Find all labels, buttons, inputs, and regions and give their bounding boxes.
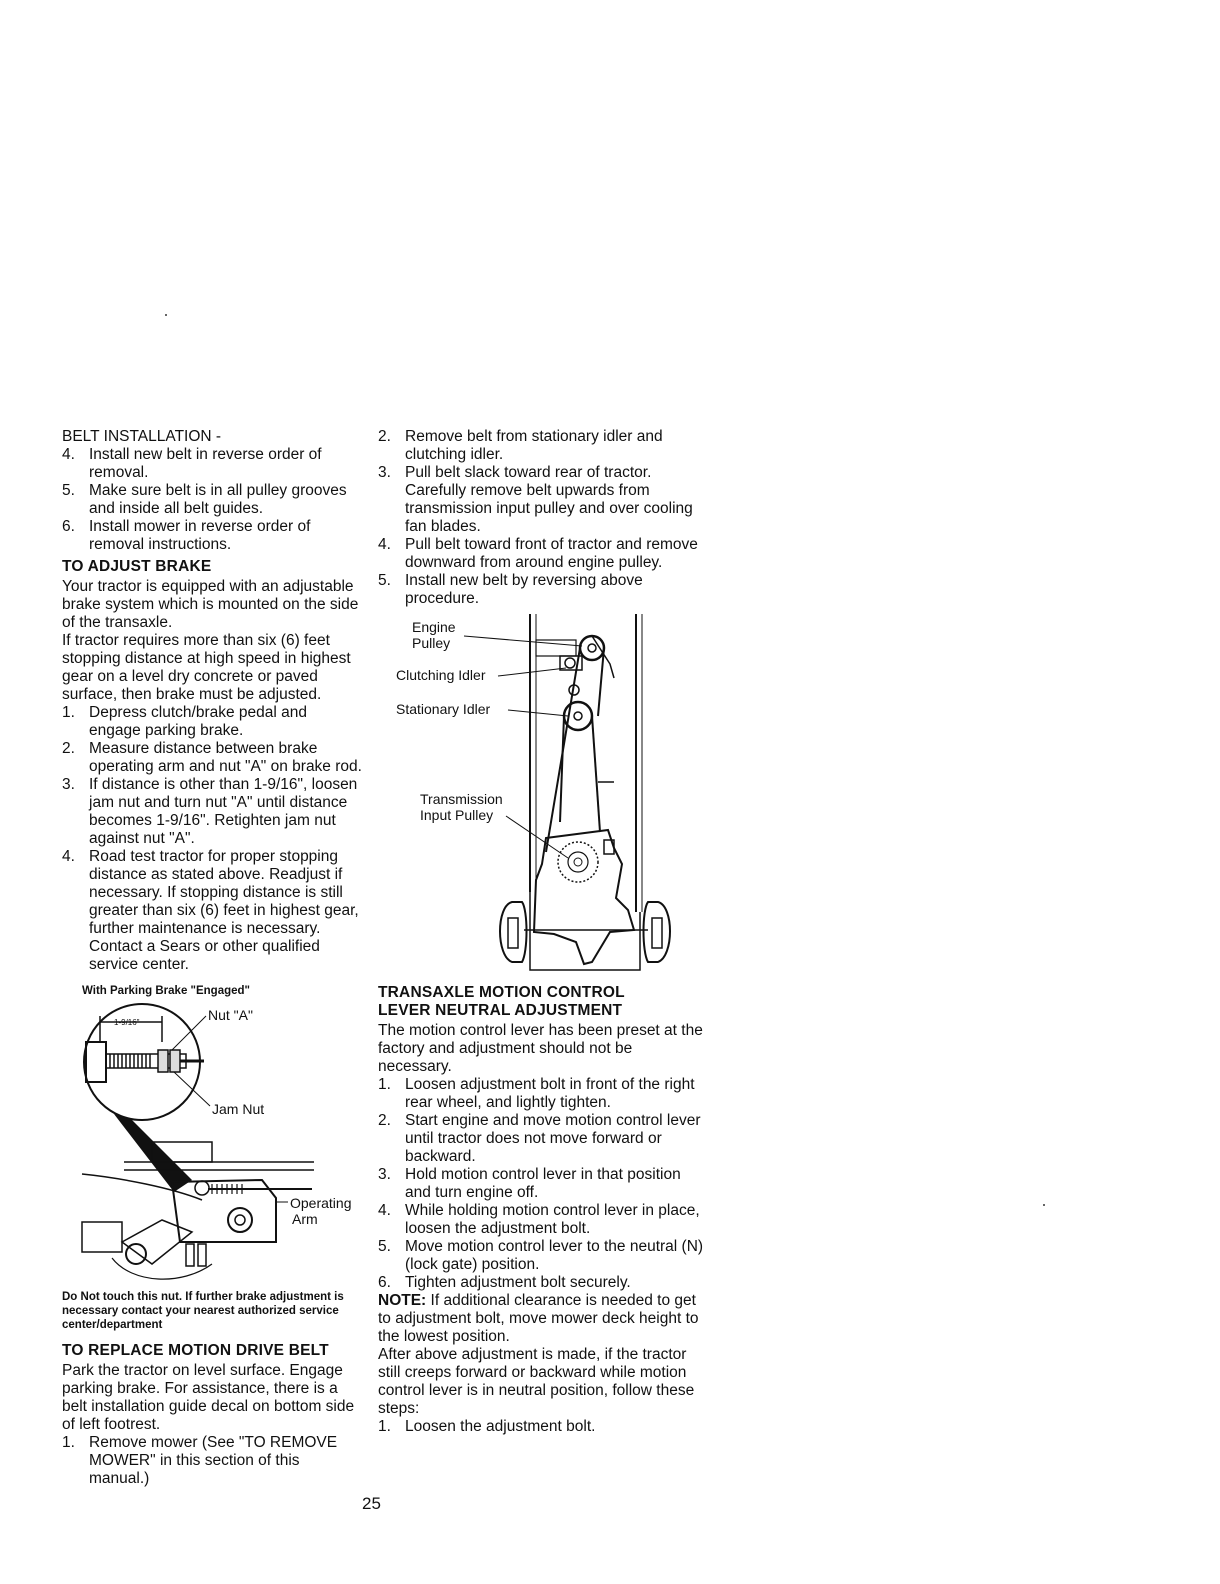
replace-belt-intro: Park the tractor on level surface. Engage parking brake. For assistance, there is a belt installation guide decal on bottom side of left footrest. — [62, 1362, 355, 1433]
transaxle-intro: The motion control lever has been preset at the factory and adjustment should not be necessary. — [378, 1022, 703, 1075]
list-item: 3. If distance is other than 1-9/16", loosen jam nut and turn nut "A" until distance becomes 1-9/16". Retighten jam nut against nut "A". — [62, 776, 358, 847]
rear-wheel-left — [500, 902, 527, 962]
belt-routing-figure — [378, 612, 698, 974]
scan-speck — [165, 314, 167, 316]
list-item: 3. Hold motion control lever in that position and turn engine off. — [378, 1166, 681, 1201]
jam-nut-shape — [170, 1050, 180, 1072]
list-item: 1. Remove mower (See "TO REMOVE MOWER" in this section of this manual.) — [62, 1434, 338, 1487]
nut-a-shape — [158, 1050, 168, 1072]
transmission-input-pulley — [558, 842, 598, 882]
adjust-brake-intro: Your tractor is equipped with an adjustable brake system which is mounted on the side of the transaxle. — [62, 578, 359, 631]
right-column — [378, 428, 708, 1436]
transaxle-heading-line-2: LEVER NEUTRAL ADJUSTMENT — [378, 1002, 623, 1019]
transaxle-steps — [378, 1076, 708, 1292]
transaxle-note — [378, 1292, 708, 1346]
scan-speck — [1043, 1204, 1045, 1206]
list-item: 5. Install new belt by reversing above procedure. — [378, 572, 643, 607]
operating-label: Operating — [290, 1195, 352, 1211]
clutching-idler — [565, 658, 575, 668]
stationary-idler-label: Stationary Idler — [396, 701, 491, 717]
clutching-idler-label: Clutching Idler — [396, 667, 486, 683]
page-number: 25 — [362, 1494, 381, 1513]
arm-label: Arm — [292, 1211, 318, 1227]
nut-a-label: Nut "A" — [208, 1007, 253, 1023]
transaxle-heading-line-1: TRANSAXLE MOTION CONTROL — [378, 984, 625, 1001]
replace-belt-heading: TO REPLACE MOTION DRIVE BELT — [62, 1342, 329, 1359]
engine-label: Engine — [412, 619, 456, 635]
adjust-brake-intro-2: If tractor requires more than six (6) feet stopping distance at high speed in highest gear on a level dry concrete or paved surface, then brake must be adjusted. — [62, 632, 351, 703]
transaxle-steps-2 — [378, 1418, 708, 1436]
transmission-label: Transmission — [420, 791, 503, 807]
list-item: 3. Pull belt slack toward rear of tractor. Carefully remove belt upwards from transmission input pulley and over cooling fan blades. — [378, 464, 693, 535]
replace-belt-steps-continued — [378, 428, 708, 608]
belt-installation-heading: BELT INSTALLATION - — [62, 428, 222, 445]
rear-wheel-right — [644, 902, 671, 962]
replace-belt-steps — [62, 1434, 362, 1488]
belt-installation-steps — [62, 446, 362, 554]
adjust-brake-heading: TO ADJUST BRAKE — [62, 558, 212, 575]
pulley-label: Pulley — [412, 635, 451, 651]
list-item: 4. While holding motion control lever in place, loosen the adjustment bolt. — [378, 1202, 700, 1237]
transaxle-body — [534, 830, 634, 964]
list-item: 4. Pull belt toward front of tractor and remove downward from around engine pulley. — [378, 536, 698, 571]
list-item: 5. Move motion control lever to the neutral (N) (lock gate) position. — [378, 1238, 704, 1273]
list-item: 1. Loosen the adjustment bolt. — [378, 1418, 596, 1435]
note-text: If additional clearance is needed to get to adjustment bolt, move mower deck height to the lowest position. — [378, 1292, 699, 1345]
brake-figure-title: With Parking Brake "Engaged" — [82, 985, 251, 997]
input-pulley-label: Input Pulley — [420, 807, 494, 823]
left-column — [62, 428, 362, 1488]
brake-figure — [62, 1002, 362, 1292]
brake-figure-caption: Do Not touch this nut. If further brake adjustment is necessary contact your nearest authorized service center/department — [62, 1291, 344, 1331]
jam-nut-label: Jam Nut — [212, 1101, 265, 1117]
list-item: 6. Install mower in reverse order of removal instructions. — [62, 518, 311, 553]
adjust-brake-steps — [62, 704, 362, 974]
list-item: 4. Install new belt in reverse order of removal. — [62, 446, 322, 481]
list-item: 5. Make sure belt is in all pulley grooves and inside all belt guides. — [62, 482, 347, 517]
list-item: 1. Loosen adjustment bolt in front of the right rear wheel, and lightly tighten. — [378, 1076, 695, 1111]
list-item: 1. Depress clutch/brake pedal and engage parking brake. — [62, 704, 307, 739]
list-item: 2. Measure distance between brake operating arm and nut "A" on brake rod. — [62, 740, 362, 775]
list-item: 2. Remove belt from stationary idler and clutching idler. — [378, 428, 663, 463]
list-item: 6. Tighten adjustment bolt securely. — [378, 1274, 631, 1291]
dimension-label: 1-9/16" — [114, 1018, 140, 1027]
list-item: 4. Road test tractor for proper stopping distance as stated above. Readjust if necessary. If stopping distance is still greater than six (6) feet in highest gear, further maintenance is necessary. Contact a Sears or other qualified service center. — [62, 848, 359, 973]
list-item: 2. Start engine and move motion control lever until tractor does not move forward or backward. — [378, 1112, 701, 1165]
transaxle-after-adjustment: After above adjustment is made, if the tractor still creeps forward or backward while motion control lever is in neutral position, follow these steps: — [378, 1346, 695, 1417]
note-label: NOTE: — [378, 1292, 427, 1309]
